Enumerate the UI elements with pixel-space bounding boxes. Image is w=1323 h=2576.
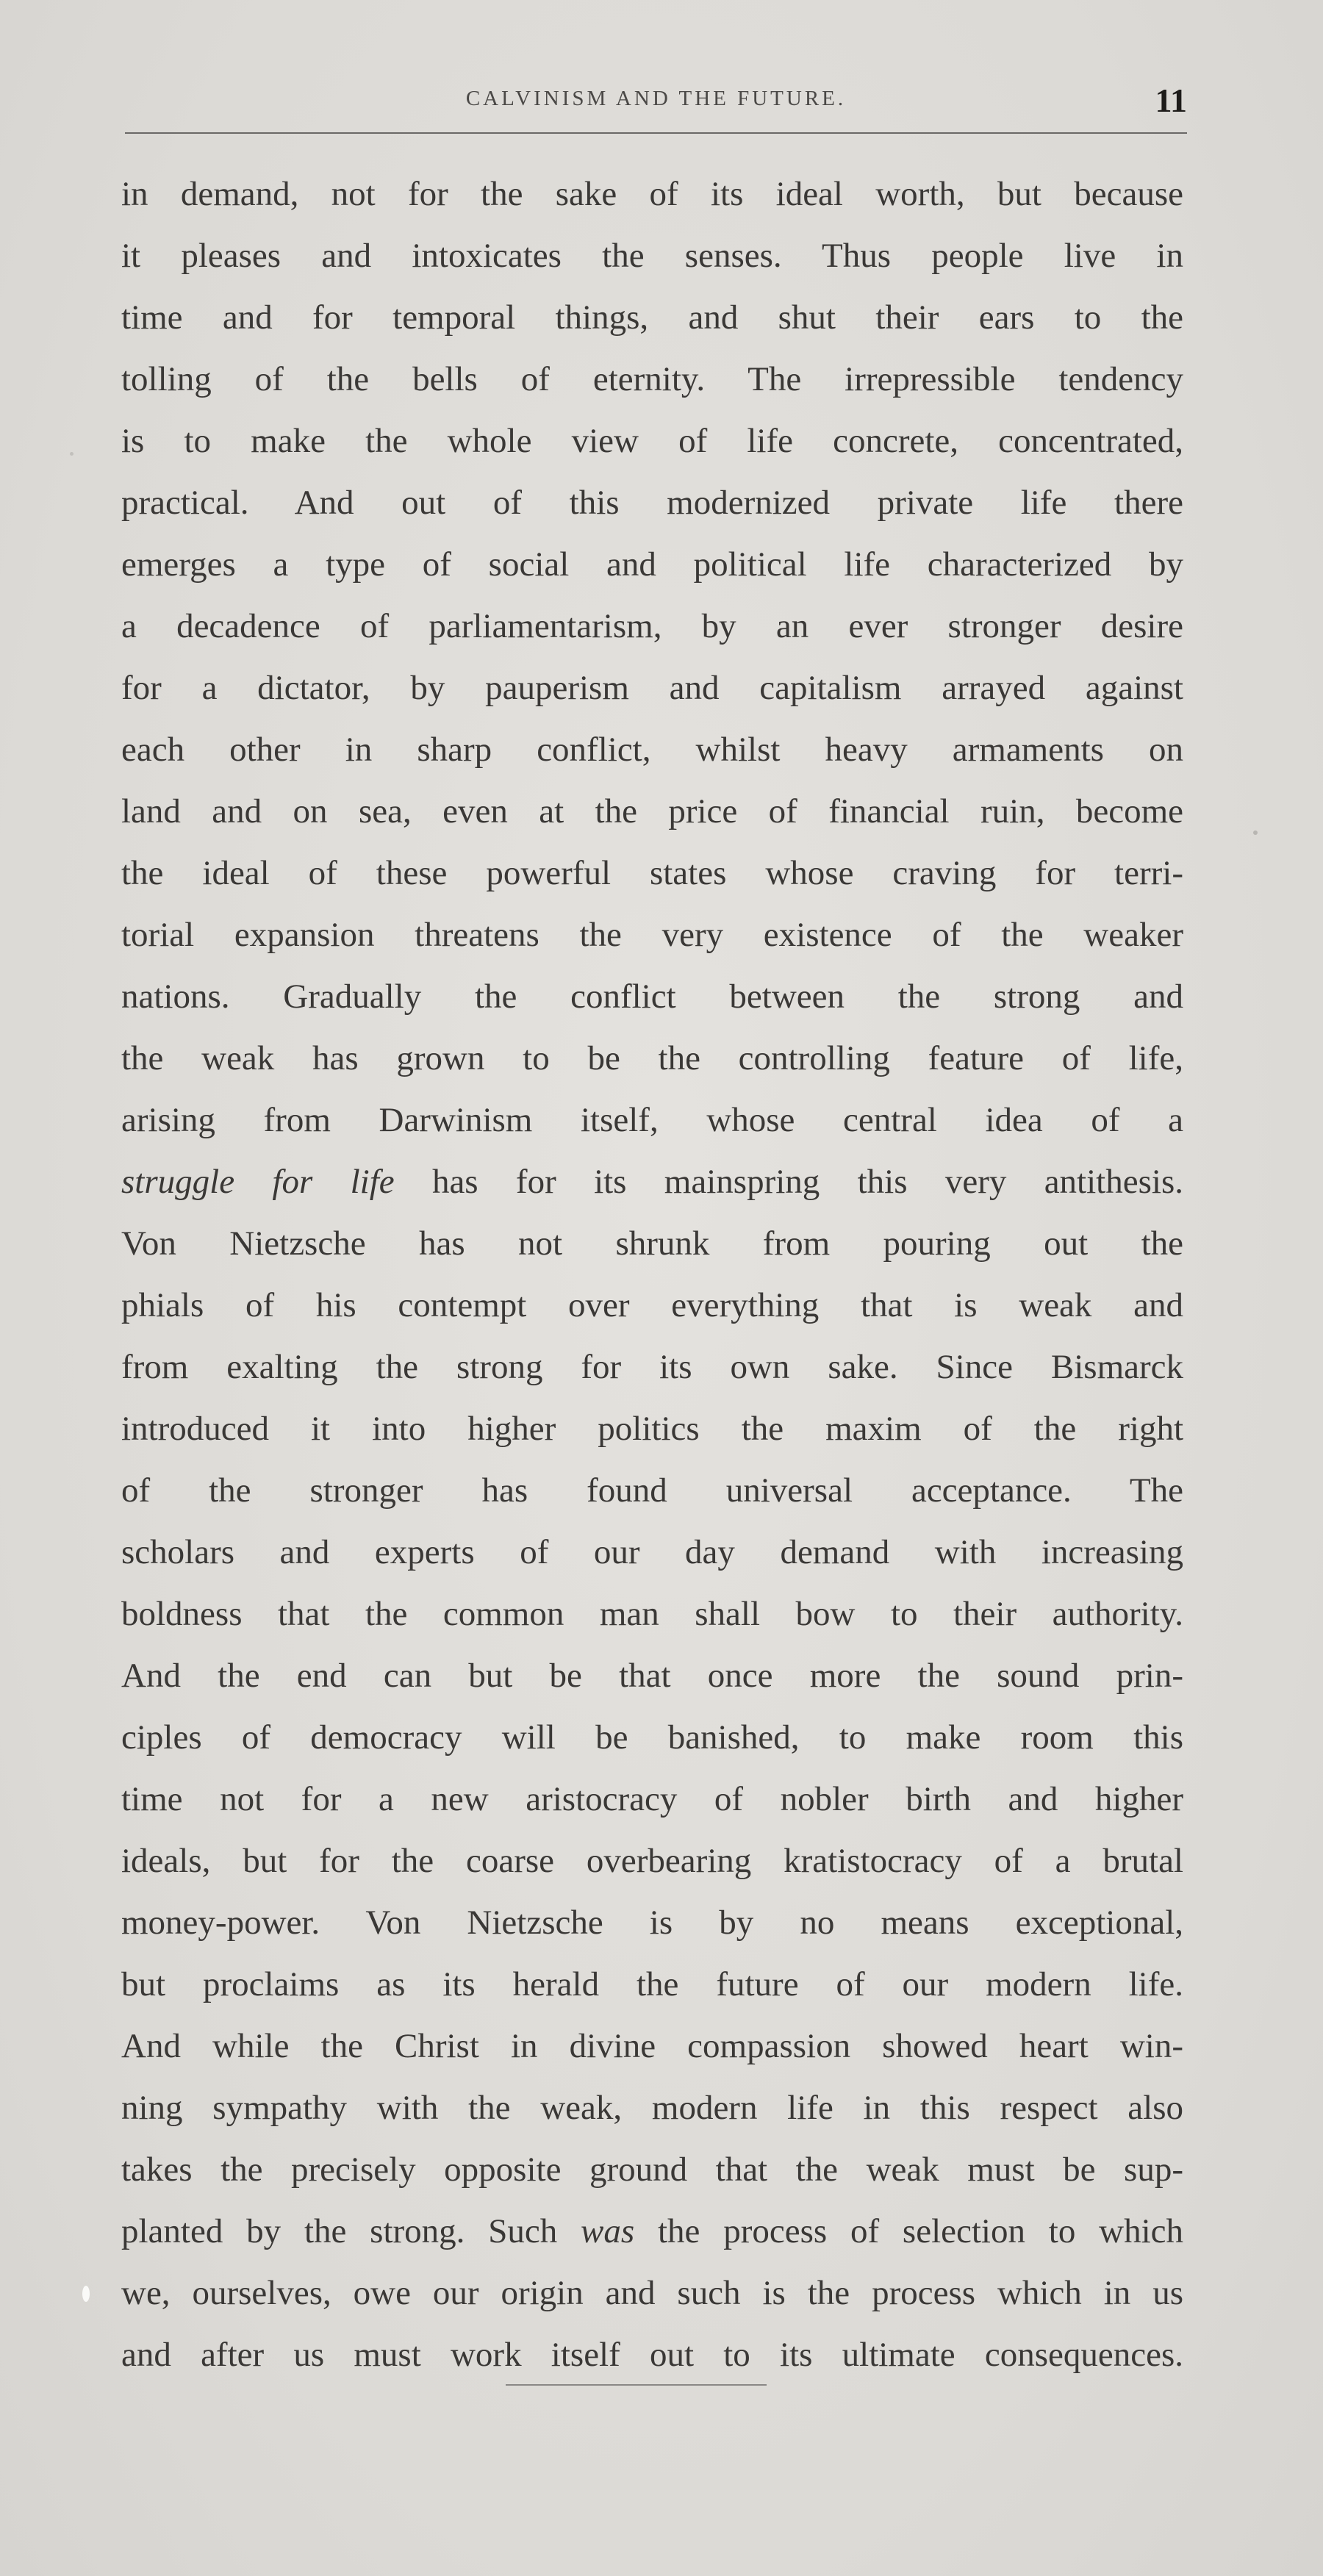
text-line: ning sympathy with the weak, modern life in this respect also [121,2089,1183,2127]
text-line: each other in sharp conflict, whilst heavy armaments on [121,731,1183,769]
text-line: and after us must work itself out to its ultimate consequences. [121,2336,1183,2374]
italic-phrase: struggle for life [121,1163,395,1201]
text-segment: the process of selection to which [634,2212,1183,2250]
running-head [125,79,1187,131]
text-line: introduced it into higher politics the maxim of the right [121,1410,1183,1448]
text-line: nations. Gradually the conflict between the strong and [121,977,1183,1016]
text-line: the ideal of these powerful states whose craving for terri- [121,854,1183,892]
text-line: tolling of the bells of eternity. The irrepressible tendency [121,360,1183,398]
paper-speck [82,2286,90,2302]
body-paragraph [121,163,1183,2386]
page-number: 11 [1155,82,1187,119]
text-line: the weak has grown to be the controlling feature of life, [121,1039,1183,1077]
text-line: for a dictator, by pauperism and capitalism arrayed against [121,669,1183,707]
text-line: ideals, but for the coarse overbearing kratistocracy of a brutal [121,1842,1183,1880]
text-line: time not for a new aristocracy of nobler birth and higher [121,1780,1183,1818]
text-line: torial expansion threatens the very existence of the weaker [121,916,1183,954]
text-line: from exalting the strong for its own sake. Since Bismarck [121,1348,1183,1386]
text-line: Von Nietzsche has not shrunk from pouring out the [121,1224,1183,1263]
text-line: boldness that the common man shall bow to their authority. [121,1595,1183,1633]
text-line: of the stronger has found universal acceptance. The [121,1471,1183,1510]
text-line: phials of his contempt over everything that is weak and [121,1286,1183,1324]
text-line [121,1151,1183,1213]
end-rule [506,2384,767,2386]
paper-speck [70,452,74,456]
text-line: arising from Darwinism itself, whose central idea of a [121,1101,1183,1139]
text-line: we, ourselves, owe our origin and such is the process which in us [121,2274,1183,2312]
text-line: scholars and experts of our day demand with increasing [121,1533,1183,1571]
text-line [121,2200,1183,2262]
text-line: And while the Christ in divine compassion showed heart win- [121,2027,1183,2065]
text-line: in demand, not for the sake of its ideal worth, but because [121,175,1183,213]
header-rule [125,132,1187,134]
text-segment: planted by the strong. Such [121,2212,581,2250]
text-line: ciples of democracy will be banished, to make room this [121,1718,1183,1757]
text-line: is to make the whole view of life concrete, concentrated, [121,422,1183,460]
text-line: emerges a type of social and political life characterized by [121,545,1183,584]
text-line: a decadence of parliamentarism, by an ever stronger desire [121,607,1183,645]
text-line: takes the precisely opposite ground that the weak must be sup- [121,2150,1183,2189]
running-title: CALVINISM AND THE FUTURE. [465,87,847,110]
text-line: practical. And out of this modernized private life there [121,484,1183,522]
text-segment: has for its mainspring this very antithesis. [394,1163,1183,1201]
text-line: it pleases and intoxicates the senses. Thus people live in [121,237,1183,275]
text-line: but proclaims as its herald the future of our modern life. [121,1965,1183,2003]
paper-speck [1253,830,1258,835]
text-line: land and on sea, even at the price of financial ruin, become [121,792,1183,830]
text-line: time and for temporal things, and shut their ears to the [121,298,1183,337]
text-line: money-power. Von Nietzsche is by no means exceptional, [121,1904,1183,1942]
text-line: And the end can but be that once more the sound prin- [121,1657,1183,1695]
italic-word: was [581,2212,635,2250]
